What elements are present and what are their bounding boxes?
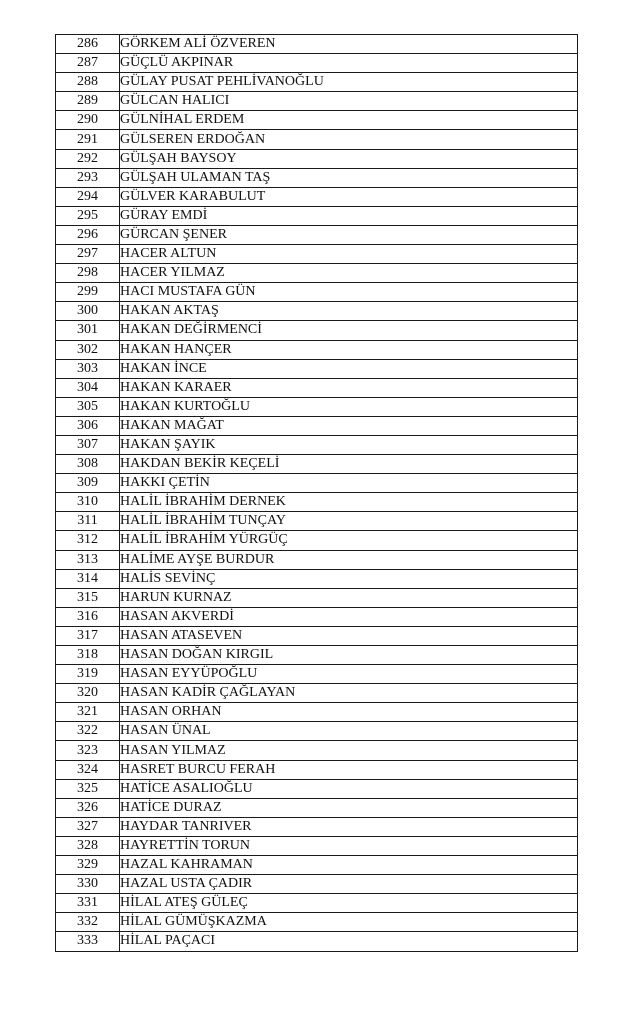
table-row [56, 283, 578, 302]
row-number: 328 [56, 836, 120, 855]
row-name: GÜLŞAH BAYSOY [120, 149, 578, 168]
row-number: 305 [56, 397, 120, 416]
row-number: 299 [56, 283, 120, 302]
row-name: HAYDAR TANRIVER [120, 817, 578, 836]
row-number: 302 [56, 340, 120, 359]
row-name: HAKAN MAĞAT [120, 416, 578, 435]
table-row [56, 187, 578, 206]
table-row [56, 435, 578, 454]
row-name: HİLAL ATEŞ GÜLEÇ [120, 894, 578, 913]
row-name: HAKAN KURTOĞLU [120, 397, 578, 416]
row-name: HARUN KURNAZ [120, 588, 578, 607]
row-name: HATİCE DURAZ [120, 798, 578, 817]
row-number: 320 [56, 684, 120, 703]
row-name: HİLAL PAÇACI [120, 932, 578, 951]
row-name: HACER ALTUN [120, 245, 578, 264]
row-number: 319 [56, 665, 120, 684]
table-row [56, 875, 578, 894]
row-number: 310 [56, 493, 120, 512]
table-row [56, 607, 578, 626]
table-row [56, 416, 578, 435]
row-number: 303 [56, 359, 120, 378]
row-number: 332 [56, 913, 120, 932]
row-name: GÜLAY PUSAT PEHLİVANOĞLU [120, 73, 578, 92]
row-number: 289 [56, 92, 120, 111]
row-name: GÜÇLÜ AKPINAR [120, 54, 578, 73]
row-name: HASAN EYYÜPOĞLU [120, 665, 578, 684]
table-row [56, 340, 578, 359]
row-number: 329 [56, 856, 120, 875]
row-name: HAYRETTİN TORUN [120, 836, 578, 855]
row-number: 322 [56, 722, 120, 741]
names-table-body [56, 35, 578, 952]
row-number: 295 [56, 206, 120, 225]
row-name: HASAN ORHAN [120, 703, 578, 722]
table-row [56, 684, 578, 703]
row-name: HAKAN KARAER [120, 378, 578, 397]
row-number: 309 [56, 474, 120, 493]
names-table [55, 34, 578, 952]
row-number: 290 [56, 111, 120, 130]
row-number: 306 [56, 416, 120, 435]
table-row [56, 646, 578, 665]
row-name: HASAN YILMAZ [120, 741, 578, 760]
table-row [56, 779, 578, 798]
table-row [56, 665, 578, 684]
table-row [56, 54, 578, 73]
table-row [56, 302, 578, 321]
table-row [56, 626, 578, 645]
row-number: 304 [56, 378, 120, 397]
row-name: GÜLCAN HALICI [120, 92, 578, 111]
table-row [56, 130, 578, 149]
table-row [56, 817, 578, 836]
table-row [56, 245, 578, 264]
row-name: HASRET BURCU FERAH [120, 760, 578, 779]
row-number: 317 [56, 626, 120, 645]
row-number: 311 [56, 512, 120, 531]
row-name: HACER YILMAZ [120, 264, 578, 283]
table-row [56, 206, 578, 225]
row-number: 318 [56, 646, 120, 665]
table-row [56, 856, 578, 875]
table-row [56, 569, 578, 588]
table-row [56, 397, 578, 416]
row-number: 315 [56, 588, 120, 607]
row-name: HASAN AKVERDİ [120, 607, 578, 626]
table-row [56, 722, 578, 741]
row-name: HALİL İBRAHİM TUNÇAY [120, 512, 578, 531]
row-name: GÜLSEREN ERDOĞAN [120, 130, 578, 149]
row-number: 308 [56, 455, 120, 474]
row-number: 288 [56, 73, 120, 92]
row-number: 286 [56, 35, 120, 54]
table-row [56, 35, 578, 54]
row-number: 301 [56, 321, 120, 340]
table-row [56, 531, 578, 550]
row-number: 294 [56, 187, 120, 206]
table-row [56, 550, 578, 569]
row-name: HAKKI ÇETİN [120, 474, 578, 493]
table-row [56, 73, 578, 92]
row-name: HALİS SEVİNÇ [120, 569, 578, 588]
row-number: 316 [56, 607, 120, 626]
table-row [56, 225, 578, 244]
table-row [56, 111, 578, 130]
table-row [56, 359, 578, 378]
row-number: 300 [56, 302, 120, 321]
table-row [56, 92, 578, 111]
row-name: HATİCE ASALIOĞLU [120, 779, 578, 798]
row-name: GÜRCAN ŞENER [120, 225, 578, 244]
table-row [56, 836, 578, 855]
row-name: HAKAN HANÇER [120, 340, 578, 359]
table-row [56, 455, 578, 474]
row-name: HASAN KADİR ÇAĞLAYAN [120, 684, 578, 703]
row-number: 297 [56, 245, 120, 264]
row-name: HAKAN AKTAŞ [120, 302, 578, 321]
table-row [56, 512, 578, 531]
row-number: 292 [56, 149, 120, 168]
row-name: GÜLŞAH ULAMAN TAŞ [120, 168, 578, 187]
row-number: 307 [56, 435, 120, 454]
row-name: GÜRAY EMDİ [120, 206, 578, 225]
row-name: GÜLNİHAL ERDEM [120, 111, 578, 130]
row-name: HAKAN ŞAYIK [120, 435, 578, 454]
table-row [56, 168, 578, 187]
row-name: GÜLVER KARABULUT [120, 187, 578, 206]
row-name: HALİL İBRAHİM DERNEK [120, 493, 578, 512]
table-row [56, 321, 578, 340]
row-number: 296 [56, 225, 120, 244]
table-row [56, 932, 578, 951]
row-number: 313 [56, 550, 120, 569]
table-row [56, 913, 578, 932]
row-name: HALİL İBRAHİM YÜRGÜÇ [120, 531, 578, 550]
table-row [56, 149, 578, 168]
table-row [56, 588, 578, 607]
row-number: 291 [56, 130, 120, 149]
row-number: 287 [56, 54, 120, 73]
row-name: HAKAN DEĞİRMENCİ [120, 321, 578, 340]
row-name: GÖRKEM ALİ ÖZVEREN [120, 35, 578, 54]
table-row [56, 264, 578, 283]
table-row [56, 894, 578, 913]
row-number: 324 [56, 760, 120, 779]
row-name: HAKAN İNCE [120, 359, 578, 378]
row-number: 327 [56, 817, 120, 836]
row-number: 326 [56, 798, 120, 817]
row-number: 321 [56, 703, 120, 722]
row-number: 314 [56, 569, 120, 588]
row-name: HAKDAN BEKİR KEÇELİ [120, 455, 578, 474]
row-number: 293 [56, 168, 120, 187]
row-number: 330 [56, 875, 120, 894]
row-number: 298 [56, 264, 120, 283]
row-name: HACI MUSTAFA GÜN [120, 283, 578, 302]
row-name: HAZAL KAHRAMAN [120, 856, 578, 875]
row-name: HASAN DOĞAN KIRGIL [120, 646, 578, 665]
table-row [56, 741, 578, 760]
row-name: HASAN ATASEVEN [120, 626, 578, 645]
table-row [56, 474, 578, 493]
table-row [56, 798, 578, 817]
row-number: 312 [56, 531, 120, 550]
row-name: HASAN ÜNAL [120, 722, 578, 741]
table-row [56, 703, 578, 722]
row-number: 331 [56, 894, 120, 913]
table-row [56, 493, 578, 512]
table-row [56, 378, 578, 397]
row-name: HAZAL USTA ÇADIR [120, 875, 578, 894]
table-row [56, 760, 578, 779]
row-number: 323 [56, 741, 120, 760]
row-name: HİLAL GÜMÜŞKAZMA [120, 913, 578, 932]
row-number: 333 [56, 932, 120, 951]
row-number: 325 [56, 779, 120, 798]
row-name: HALİME AYŞE BURDUR [120, 550, 578, 569]
